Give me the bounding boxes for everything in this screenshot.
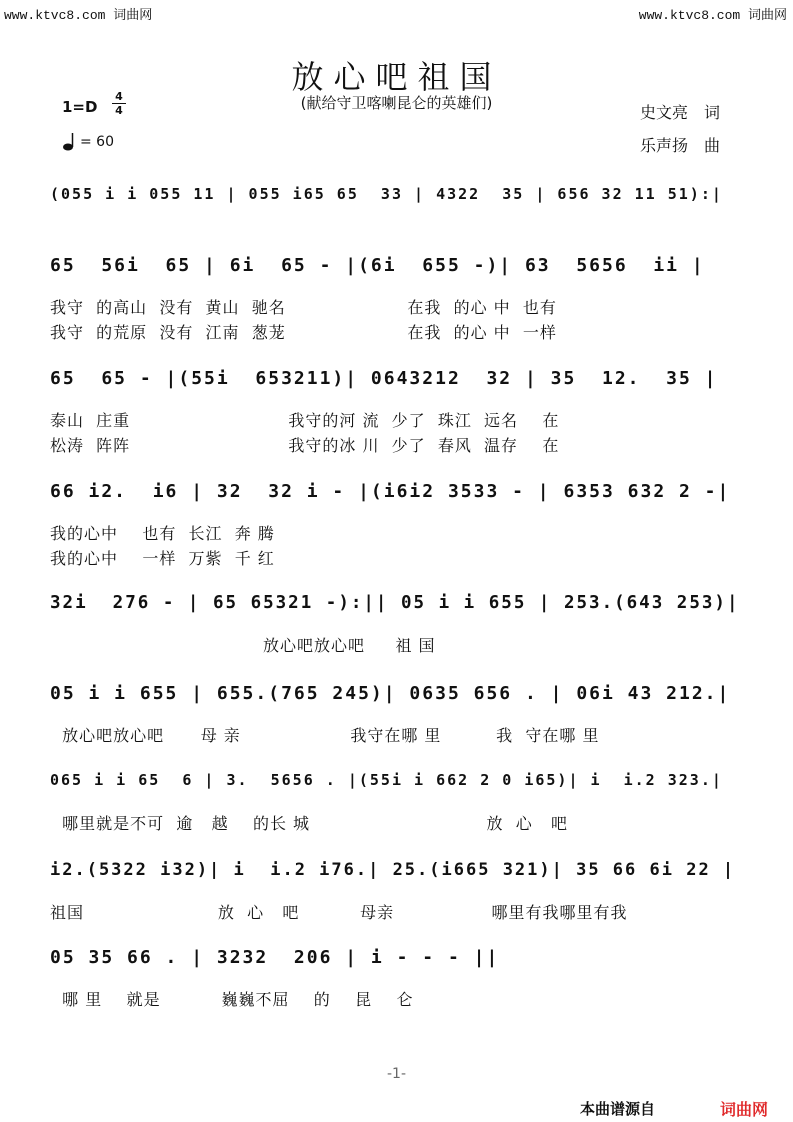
composer-credit: 乐声扬 曲 — [640, 136, 721, 155]
notation-line: 66 i2. i6 | 32 32 i - |(i6i2 3533 - | 6353 632 2 -| — [50, 481, 731, 502]
lyric-verse-2: 我的心中 一样 万紫 千 红 — [50, 549, 275, 568]
lyric-verse-1: 放心吧放心吧 祖 国 — [50, 636, 436, 655]
lyric-verse-1: 哪里就是不可 逾 越 的长 城 放 心 吧 — [50, 814, 568, 833]
lyric-verse-1: 我守 的高山 没有 黄山 驰名 在我 的心 中 也有 — [50, 298, 557, 317]
notation-line: 05 35 66 . | 3232 206 | i - - - || — [50, 947, 500, 968]
time-signature-top: 4 — [115, 90, 123, 103]
notation-line: (055 i i 055 11 | 055 i65 65 33 | 4322 35 | 656 32 11 51):| — [50, 185, 723, 203]
notation-line: i2.(5322 i32)| i i.2 i76.| 25.(i665 321)| 35 66 6i 22 | — [50, 860, 736, 880]
lyric-verse-1: 放心吧放心吧 母 亲 我守在哪 里 我 守在哪 里 — [50, 726, 600, 745]
lyric-verse-1: 泰山 庄重 我守的河 流 少了 珠江 远名 在 — [50, 411, 560, 430]
lyric-verse-2: 松涛 阵阵 我守的冰 川 少了 春风 温存 在 — [50, 436, 560, 455]
page-number: -1- — [386, 1066, 406, 1082]
lyric-verse-2: 我守 的荒原 没有 江南 葱茏 在我 的心 中 一样 — [50, 323, 557, 342]
watermark-left: www.ktvc8.com 词曲网 — [4, 8, 153, 23]
notation-line: 65 56i 65 | 6i 65 - |(6i 655 -)| 63 5656 ii | — [50, 255, 705, 276]
watermark-right: www.ktvc8.com 词曲网 — [638, 8, 787, 23]
notation-line: 065 i i 65 6 | 3. 5656 . |(55i i 662 2 0 i65)| i i.2 323.| — [50, 771, 723, 789]
time-signature — [112, 90, 126, 117]
lyric-verse-1: 祖国 放 心 吧 母亲 哪里有我哪里有我 — [50, 903, 628, 922]
quarter-note-icon — [62, 132, 78, 152]
song-title: 放心吧祖国 — [291, 58, 502, 96]
notation-line: 65 65 - |(55i 653211)| 0643212 32 | 35 12. 35 | — [50, 368, 718, 389]
notation-line: 32i 276 - | 65 65321 -):|| 05 i i 655 | 253.(643 253)| — [50, 593, 740, 613]
source-label: 本曲谱源自 — [580, 1100, 656, 1118]
lyric-verse-1: 我的心中 也有 长江 奔 腾 — [50, 524, 275, 543]
song-subtitle: (献给守卫喀喇昆仑的英雄们) — [300, 94, 493, 112]
notation-line: 05 i i 655 | 655.(765 245)| 0635 656 . | 06i 43 212.| — [50, 683, 731, 704]
key-signature: 1=D — [62, 98, 98, 116]
lyricist-credit: 史文亮 词 — [640, 103, 721, 122]
time-signature-bottom: 4 — [112, 103, 126, 117]
tempo-value: = 60 — [80, 134, 114, 150]
lyric-verse-1: 哪 里 就是 巍巍不屈 的 昆 仑 — [50, 990, 414, 1009]
brand-logo: 词曲网 — [720, 1100, 769, 1119]
